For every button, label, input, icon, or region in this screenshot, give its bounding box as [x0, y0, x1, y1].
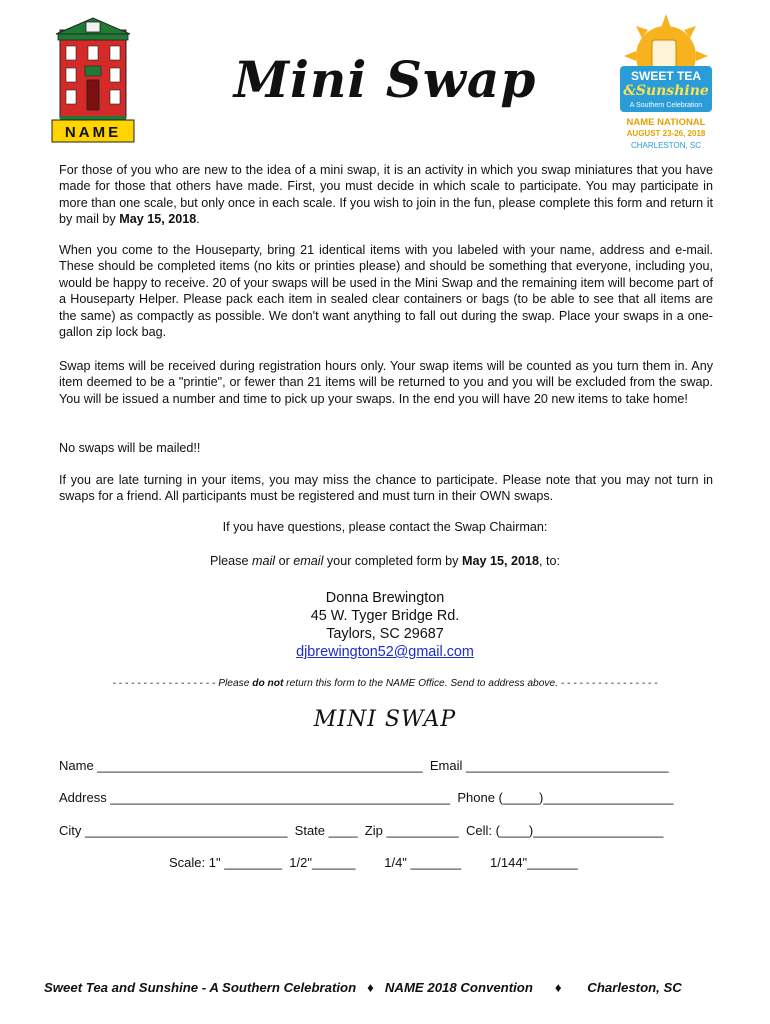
name-email-field-line[interactable]: Name _____________________________________________ Email ____________________________: [59, 758, 669, 773]
no-mail-paragraph: No swaps will be mailed!!: [59, 441, 201, 455]
footer-location: Charleston, SC: [587, 980, 682, 995]
city-state-zip-cell-field-line[interactable]: City ____________________________ State ____ Zip __________ Cell: (____)__________________: [59, 823, 664, 838]
mail-instructions: Please mail or email your completed form by May 15, 2018, to:: [209, 554, 561, 568]
registration-paragraph: Swap items will be received during registration hours only. Your swap items will be counted as you turn them in. Any item deemed to be a "printie", or fewer than 21 items will be returned to you and you will be excluded from the swap. You will be issued a number and time to pick up your swaps. In the end you will have 20 new items to take home!: [59, 359, 713, 406]
intro-paragraph: For those of you who are new to the idea of a mini swap, it is an activity in which you swap miniatures that you have made for those that others have made. First, you must decide in which scale to participate. You may participate in more than one scale, but only once in each scale. If you wish to join in the fun, please complete this form and return it by mail by May 15, 2018.: [59, 163, 713, 227]
logo-line-6: CHARLESTON, SC: [630, 141, 702, 150]
chairman-city: Taylors, SC 29687: [326, 626, 444, 642]
late-paragraph: If you are late turning in your items, you may miss the chance to participate. Please note that you may not turn in swaps for a friend. All participants must be registered and must turn in their OWN swaps.: [59, 473, 713, 504]
logo-line-4: NAME NATIONAL: [626, 117, 706, 128]
logo-name-text: NAME: [64, 124, 122, 141]
chairman-email-link[interactable]: djbrewington52@gmail.com: [296, 644, 474, 660]
page-title: Mini Swap: [233, 50, 537, 109]
logo-line-5: AUGUST 23-26, 2018: [626, 129, 706, 138]
logo-line-3: A Southern Celebration: [629, 102, 703, 109]
logo-line-2: &Sunshine: [623, 83, 709, 99]
questions-text: If you have questions, please contact the Swap Chairman:: [222, 520, 548, 534]
return-notice: - - - - - - - - - - - - - - - - - Please do not return this form to the NAME Office. Send to address above. - - - - - - - - - - - - - - - -: [112, 678, 658, 689]
footer-event: Sweet Tea and Sunshine - A Southern Celebration: [44, 980, 357, 995]
chairman-name: Donna Brewington: [325, 590, 445, 606]
diamond-icon: ♦: [367, 980, 374, 995]
address-phone-field-line[interactable]: Address _______________________________________________ Phone (_____)__________________: [59, 790, 674, 805]
deadline-date: May 15, 2018: [119, 212, 197, 227]
footer: [44, 980, 724, 995]
scale-field-line[interactable]: Scale: 1" ________ 1/2"______ 1/4" _______ 1/144"_______: [169, 855, 578, 870]
footer-convention: NAME 2018 Convention: [384, 980, 533, 995]
diamond-icon: ♦: [554, 980, 562, 995]
chairman-street: 45 W. Tyger Bridge Rd.: [310, 608, 460, 624]
form-title: MINI SWAP: [313, 707, 457, 732]
houseparty-paragraph: When you come to the Houseparty, bring 21 identical items with you labeled with your name, address and e-mail. These should be completed items (no kits or printies please) and should be something that everyone, including you, would be happy to receive. 20 of your swaps will be used in the Mini Swap and the remaining item will become part of a Houseparty Helper. Please pack each item in sealed clear containers or bags (to be able to see that all items are the same) as compactly as possible. We don't want anything to fall out during the swap. Place your swaps in a one-gallon zip lock bag.: [59, 243, 713, 340]
logo-line-1: SWEET TEA: [630, 69, 702, 83]
